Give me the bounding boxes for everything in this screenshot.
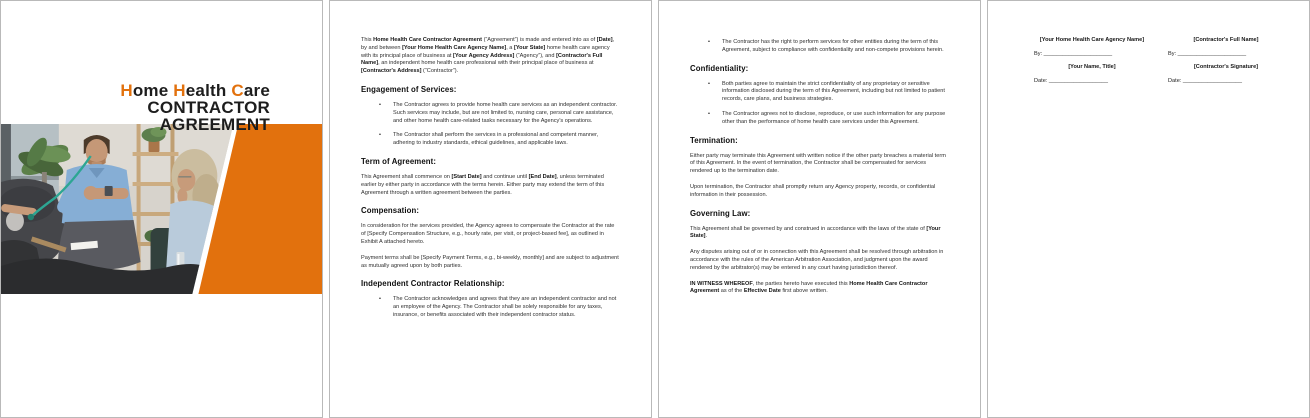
cover-title bbox=[120, 82, 270, 133]
body-text: The Contractor has the right to perform services for other entities during the term of this Agreement, subject to compliance with confidentiality and non-compete provisions herein. bbox=[722, 39, 944, 53]
agency-date-line: Date: ___________________ bbox=[1034, 78, 1109, 84]
bullet-list bbox=[361, 102, 620, 148]
body-text: home health care agency with its principal place of business at bbox=[361, 44, 610, 59]
bullet-icon: • bbox=[379, 296, 381, 303]
agency-signature-block bbox=[1032, 37, 1152, 91]
cover-title-line1 bbox=[120, 82, 270, 99]
section-heading: Engagement of Services: bbox=[361, 84, 457, 94]
body-text: Both parties agree to maintain the strict confidentiality of any proprietary or sensitive information disclosed during the term of this Agreement, including but not limited to patient records, care plans, and business strategies. bbox=[722, 80, 945, 103]
cover-title-line2: CONTRACTOR bbox=[147, 98, 270, 117]
body-text: Payment terms shall be [Specify Payment Terms, e.g., bi-weekly, monthly] and are subject to adjustment as mutually agreed upon by both parties. bbox=[361, 254, 619, 269]
emphasis-text: [Start Date] bbox=[451, 173, 482, 180]
bullet-list bbox=[361, 296, 620, 319]
body-text: , a bbox=[506, 44, 514, 51]
body-text: In consideration for the services provided, the Agency agrees to compensate the Contractor at the rate of [Specify Compensation Structure, e.g., hourly rate, per visit, or project-based fee], as outlined in Exhibit A attached hereto. bbox=[361, 223, 615, 245]
bullet-item bbox=[690, 111, 949, 127]
paragraph bbox=[690, 153, 949, 176]
body-text: This bbox=[361, 37, 374, 43]
paragraph bbox=[690, 184, 949, 200]
body-text: Any disputes arising out of or in connection with this Agreement shall be resolved through arbitration in accordance with the rules of the American Arbitration Association, and judgment upon the award rendered by the arbitrator(s) may be entered in any court having jurisdiction thereof. bbox=[690, 249, 944, 271]
emphasis-text: [End Date] bbox=[528, 173, 557, 180]
bullet-item bbox=[361, 102, 620, 125]
body-text: and continue until bbox=[481, 173, 529, 180]
section-heading: Independent Contractor Relationship: bbox=[361, 279, 505, 289]
contractor-signature-placeholder: [Contractor's Signature] bbox=[1193, 64, 1259, 70]
emphasis-text: H bbox=[120, 81, 133, 100]
bullet-text bbox=[393, 296, 620, 319]
bullet-item bbox=[361, 296, 620, 319]
emphasis-text: Home Health Care Contractor Agreement bbox=[690, 280, 928, 295]
emphasis-text: IN WITNESS WHEREOF bbox=[690, 280, 753, 287]
emphasis-text: [Contractor's Address] bbox=[361, 68, 422, 75]
cover-photo-band bbox=[1, 124, 322, 294]
section-heading: Confidentiality: bbox=[690, 63, 749, 73]
body-text: The Contractor shall perform the services in a professional and competent manner, adhering to industry standards, ethical guidelines, and applicable laws. bbox=[393, 132, 599, 147]
body-text: (“Contractor”). bbox=[421, 68, 459, 75]
body-text: are bbox=[243, 81, 270, 100]
body-text: This Agreement shall commence on bbox=[361, 173, 452, 180]
contractor-name-placeholder: [Contractor's Full Name] bbox=[1193, 37, 1259, 43]
body-text: ome bbox=[132, 81, 174, 100]
page-4-signatures bbox=[987, 0, 1310, 418]
body-text: , an independent home health care professional with their principal place of business at bbox=[378, 60, 594, 67]
bullet-icon: • bbox=[708, 39, 710, 45]
signature-row bbox=[988, 1, 1309, 91]
emphasis-text: [Your Home Health Care Agency Name] bbox=[402, 44, 507, 51]
body-text: Upon termination, the Contractor shall promptly return any Agency property, records, or confidential information in their possession. bbox=[690, 183, 936, 198]
paragraph bbox=[361, 37, 620, 76]
section-heading: Governing Law: bbox=[690, 208, 751, 218]
emphasis-text: Effective Date bbox=[743, 288, 781, 295]
paragraph bbox=[361, 174, 620, 197]
bullet-text bbox=[393, 132, 620, 148]
paragraph bbox=[690, 249, 949, 272]
bullet-item bbox=[361, 132, 620, 148]
emphasis-text: [Date] bbox=[596, 37, 613, 43]
page-3 bbox=[658, 0, 981, 418]
section-heading: Termination: bbox=[690, 135, 738, 145]
paragraph bbox=[361, 223, 620, 246]
emphasis-text: Home Health Care Contractor Agreement bbox=[373, 37, 483, 43]
paragraph bbox=[690, 281, 949, 297]
body-text: The Contractor acknowledges and agrees that they are an independent contractor and not an employee of the Agency. The Contractor shall be solely responsible for any taxes, insurance, or benefits associated with their independent contractor status. bbox=[393, 296, 617, 318]
contractor-by-line: By: ______________________ bbox=[1168, 51, 1247, 57]
section-heading: Compensation: bbox=[361, 206, 420, 216]
agency-title-placeholder: [Your Name, Title] bbox=[1068, 64, 1116, 70]
bullet-item bbox=[690, 81, 949, 104]
contractor-date-line: Date: ___________________ bbox=[1168, 78, 1243, 84]
body-text: as of the bbox=[719, 288, 744, 295]
paragraph bbox=[690, 226, 949, 242]
page-3-content bbox=[659, 1, 980, 296]
bullet-text bbox=[393, 102, 620, 125]
emphasis-text: C bbox=[231, 81, 244, 100]
page-2 bbox=[329, 0, 652, 418]
contractor-signature-block bbox=[1166, 37, 1286, 91]
body-text: , by and between bbox=[361, 37, 615, 51]
body-text: (“Agreement”) is made and entered into as of bbox=[482, 37, 597, 43]
agency-by-line: By: ______________________ bbox=[1034, 51, 1113, 57]
bullet-text bbox=[722, 111, 949, 127]
emphasis-text: [Contractor's Full Name] bbox=[361, 52, 603, 67]
page-2-content bbox=[330, 1, 651, 320]
body-text: first above written. bbox=[780, 288, 828, 295]
bullet-icon: • bbox=[708, 80, 710, 87]
bullet-icon: • bbox=[708, 110, 710, 117]
bullet-item bbox=[690, 39, 949, 55]
emphasis-text: [Your State] bbox=[690, 225, 941, 240]
bullet-text bbox=[722, 39, 949, 55]
page-1-cover bbox=[0, 0, 323, 418]
emphasis-text: [Your State] bbox=[513, 44, 546, 51]
body-text: , unless terminated earlier by either party in accordance with the terms herein. Either party may extend the term of this Agreement through a written agreement between the parties. bbox=[361, 173, 605, 196]
bullet-list bbox=[690, 81, 949, 127]
body-text: Either party may terminate this Agreement with written notice if the other party breaches a material term of this Agreement. In the event of termination, the Contractor shall be compensated for services rendered up to the termination date. bbox=[690, 152, 946, 175]
body-text: This Agreement shall be governed by and construed in accordance with the laws of the state of bbox=[690, 225, 927, 232]
emphasis-text: H bbox=[173, 81, 186, 100]
bullet-list bbox=[690, 39, 949, 55]
body-text: ealth bbox=[185, 81, 232, 100]
emphasis-text: [Your Agency Address] bbox=[453, 52, 515, 59]
agency-name-placeholder: [Your Home Health Care Agency Name] bbox=[1039, 37, 1145, 43]
body-text: The Contractor agrees not to disclose, reproduce, or use such information for any purpose other than the performance of home health care services under this Agreement. bbox=[722, 110, 946, 125]
paragraph bbox=[361, 255, 620, 271]
body-text: (“Agency”), and bbox=[514, 52, 557, 59]
body-text: The Contractor agrees to provide home health care services as an independent contractor. Such services may include, but are not limited to, nursing care, personal care assistance, and other home health care-related tasks necessary for the Agency's operations. bbox=[393, 101, 618, 124]
section-heading: Term of Agreement: bbox=[361, 156, 437, 166]
bullet-icon: • bbox=[379, 101, 381, 108]
bullet-icon: • bbox=[379, 132, 381, 139]
body-text: . bbox=[705, 233, 708, 240]
cover-title-line3: AGREEMENT bbox=[159, 115, 270, 134]
bullet-text bbox=[722, 81, 949, 104]
body-text: , the parties hereto have executed this bbox=[752, 280, 850, 287]
